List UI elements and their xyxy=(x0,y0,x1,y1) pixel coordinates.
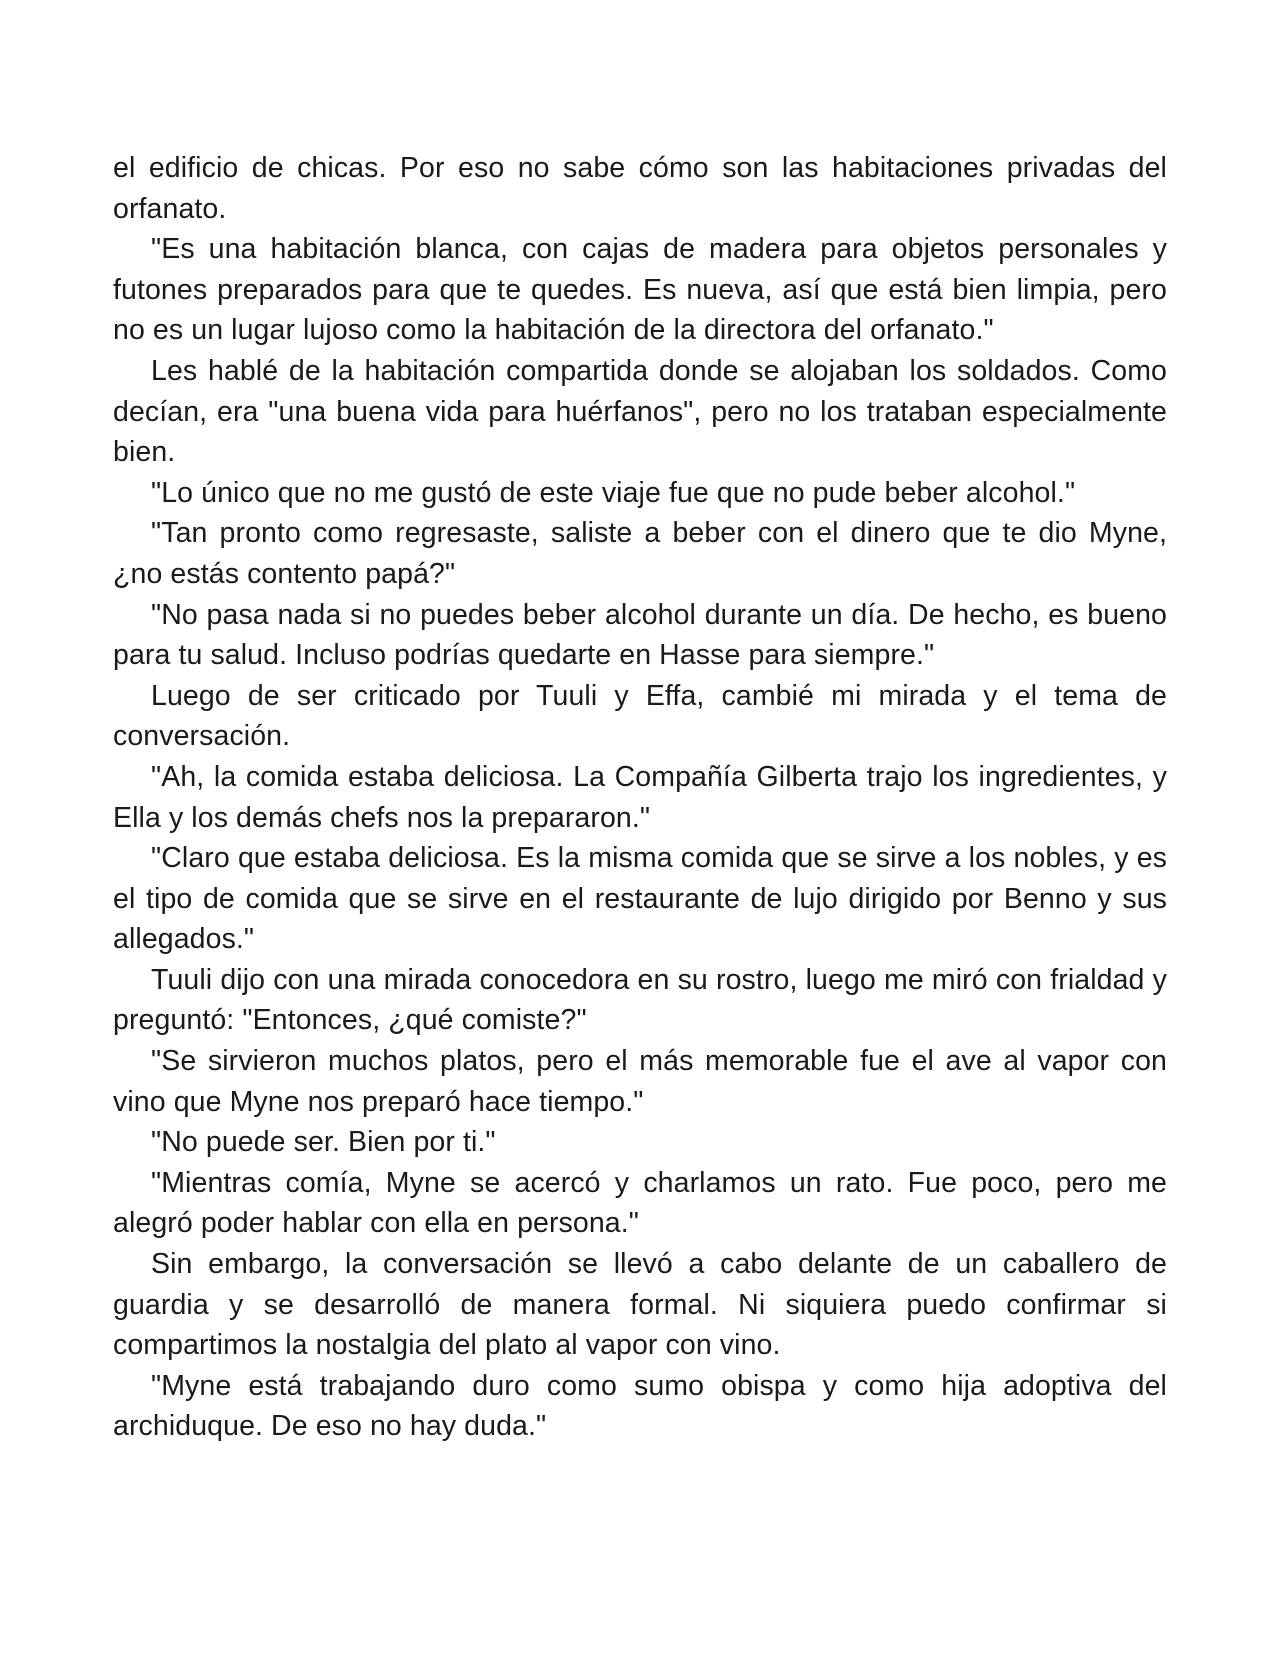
paragraph-15: "Myne está trabajando duro como sumo obispa y como hija adoptiva del archiduque. De eso no hay duda." xyxy=(113,1369,1167,1443)
paragraph-3: Les hablé de la habitación compartida donde se alojaban los soldados. Como decían, era "una buena vida para huérfanos", pero no los trataban especialmente bien. xyxy=(113,354,1167,469)
paragraph-9: "Claro que estaba deliciosa. Es la misma comida que se sirve a los nobles, y es el tipo de comida que se sirve en el restaurante de lujo dirigido por Benno y sus allegados." xyxy=(113,842,1167,956)
paragraph-4: "Lo único que no me gustó de este viaje fue que no pude beber alcohol." xyxy=(151,476,1076,509)
page-text xyxy=(113,148,1167,1447)
paragraph-10: Tuuli dijo con una mirada conocedora en su rostro, luego me miró con frialdad y preguntó: "Entonces, ¿qué comiste?" xyxy=(113,963,1167,1037)
paragraph-13: "Mientras comía, Myne se acercó y charlamos un rato. Fue poco, pero me alegró poder hablar con ella en persona." xyxy=(113,1166,1167,1240)
paragraph-6: "No pasa nada si no puedes beber alcohol durante un día. De hecho, es bueno para tu salud. Incluso podrías quedarte en Hasse para siempre." xyxy=(113,598,1167,672)
paragraph-2: "Es una habitación blanca, con cajas de madera para objetos personales y futones preparados para que te quedes. Es nueva, así que está bien limpia, pero no es un lugar lujoso como la habitación de la directora del orfanato." xyxy=(113,233,1167,347)
paragraph-8: "Ah, la comida estaba deliciosa. La Compañía Gilberta trajo los ingredientes, y Ella y los demás chefs nos la prepararon." xyxy=(113,760,1167,834)
paragraph-7: Luego de ser criticado por Tuuli y Effa, cambié mi mirada y el tema de conversación. xyxy=(113,679,1167,753)
paragraph-1: el edificio de chicas. Por eso no sabe cómo son las habitaciones privadas del orfanato. xyxy=(113,152,1167,225)
paragraph-5: "Tan pronto como regresaste, saliste a beber con el dinero que te dio Myne, ¿no estás contento papá?" xyxy=(113,517,1167,590)
paragraph-12: "No puede ser. Bien por ti." xyxy=(151,1126,496,1159)
paragraph-11: "Se sirvieron muchos platos, pero el más memorable fue el ave al vapor con vino que Myne nos preparó hace tiempo." xyxy=(113,1045,1167,1118)
paragraph-14: Sin embargo, la conversación se llevó a cabo delante de un caballero de guardia y se desarrolló de manera formal. Ni siquiera puedo confirmar si compartimos la nostalgia del plato al vapor con vino. xyxy=(113,1248,1167,1362)
